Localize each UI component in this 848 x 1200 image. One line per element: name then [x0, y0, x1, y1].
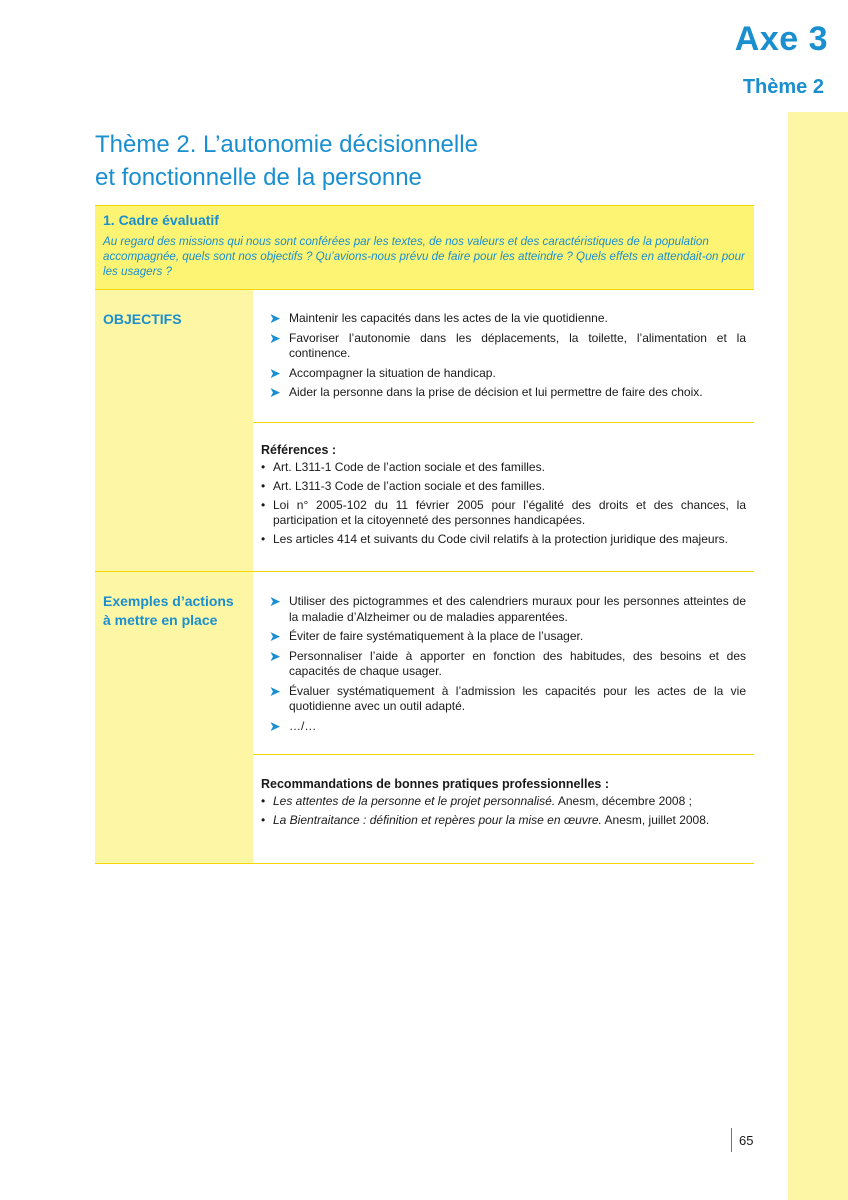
cadre-text: Au regard des missions qui nous sont conférées par les textes, de nos valeurs et des caractéristiques de la population accompagnée, quels sont nos objectifs ? Qu’avions-nous prévu de faire pour les atteindre ? Quels effets en attendait-on pour les usagers ?	[103, 235, 745, 278]
list-item: ➤ Utiliser des pictogrammes et des calendriers muraux pour les personnes atteintes de la maladie d’Alzheimer ou de maladies apparentées.	[269, 593, 746, 624]
section-divider	[253, 754, 754, 755]
objectifs-list	[269, 311, 746, 405]
recommandations-title: Recommandations de bonnes pratiques professionnelles :	[261, 777, 609, 791]
list-item: ➤ …/…	[269, 717, 317, 734]
section-divider	[253, 422, 754, 423]
exemples-list	[269, 594, 746, 738]
list-item: ➤ Éviter de faire systématiquement à la place de l’usager.	[269, 628, 584, 644]
references-list	[261, 460, 746, 547]
page-title-line1: Thème 2. L’autonomie décisionnelle	[95, 131, 478, 158]
arrow-right-icon: ➤	[269, 364, 281, 381]
objectifs-label-cell	[95, 290, 253, 571]
side-color-strip	[788, 0, 848, 1200]
page-title-line2: et fonctionnelle de la personne	[95, 164, 422, 191]
exemples-content-cell	[253, 572, 754, 863]
list-item: ➤ Favoriser l’autonomie dans les déplacements, la toilette, l’alimentation et la continence.	[269, 329, 746, 360]
arrow-right-icon: ➤	[269, 329, 281, 346]
exemples-label-cell	[95, 572, 253, 863]
list-item: • Loi n° 2005-102 du 11 février 2005 pour l’égalité des droits et des chances, la participation et la citoyenneté des personnes handicapées.	[261, 498, 746, 528]
cadre-title: 1. Cadre évaluatif	[103, 212, 219, 228]
arrow-right-icon: ➤	[269, 682, 281, 699]
list-item: • Art. L311-3 Code de l’action sociale et des familles.	[261, 479, 746, 494]
objectifs-label: OBJECTIFS	[103, 311, 182, 327]
list-item: ➤ Personnaliser l’aide à apporter en fonction des habitudes, des besoins et des capacités de chaque usager.	[269, 647, 746, 678]
list-item: • Les articles 414 et suivants du Code civil relatifs à la protection juridique des majeurs.	[261, 532, 746, 547]
recommandations-list	[261, 794, 746, 828]
list-item: ➤ Évaluer systématiquement à l’admission les capacités pour les actes de la vie quotidienne avec un outil adapté.	[269, 682, 746, 713]
objectifs-row	[95, 289, 754, 572]
list-item: • La Bientraitance : définition et repères pour la mise en œuvre. Anesm, juillet 2008.	[261, 813, 746, 828]
arrow-right-icon: ➤	[269, 717, 281, 734]
list-item: • Art. L311-1 Code de l’action sociale et des familles.	[261, 460, 746, 475]
arrow-right-icon: ➤	[269, 593, 281, 609]
list-item: ➤ Maintenir les capacités dans les actes de la vie quotidienne.	[269, 310, 608, 326]
axe-title: Axe 3	[734, 20, 828, 58]
list-item: ➤ Aider la personne dans la prise de décision et lui permettre de faire des choix.	[269, 384, 703, 400]
exemples-label: Exemples d’actions à mettre en place	[103, 593, 234, 628]
page-number: 65	[731, 1128, 753, 1152]
references-title: Références :	[261, 443, 337, 457]
recommandations-block	[261, 777, 746, 832]
page-title	[95, 128, 695, 194]
arrow-right-icon: ➤	[269, 628, 281, 644]
exemples-row	[95, 572, 754, 864]
references-block	[261, 443, 746, 551]
theme-tag: Thème 2	[742, 76, 824, 98]
objectifs-content-cell	[253, 290, 754, 571]
list-item: ➤ Accompagner la situation de handicap.	[269, 364, 496, 381]
list-item: • Les attentes de la personne et le projet personnalisé. Anesm, décembre 2008 ;	[261, 794, 746, 809]
arrow-right-icon: ➤	[269, 384, 281, 400]
arrow-right-icon: ➤	[269, 310, 281, 326]
cadre-evaluatif-box	[95, 205, 754, 289]
arrow-right-icon: ➤	[269, 647, 281, 664]
